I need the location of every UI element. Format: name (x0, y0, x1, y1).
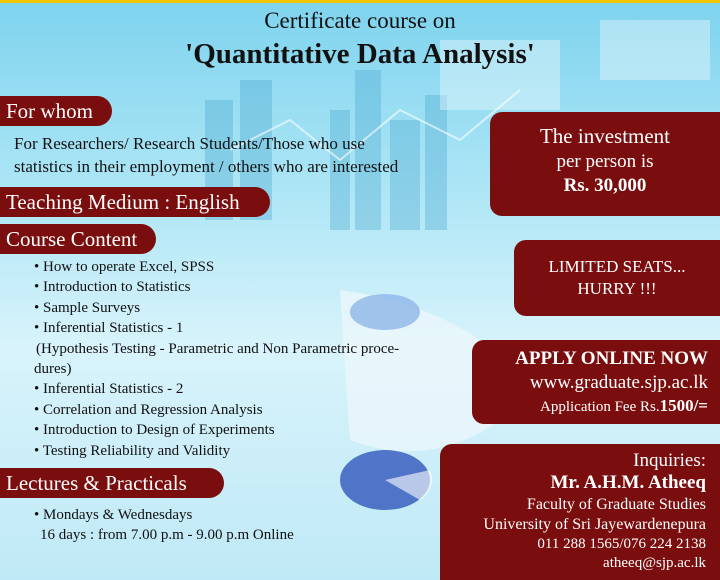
investment-box (490, 112, 720, 216)
application-fee-value: 1500/= (659, 396, 708, 415)
apply-url[interactable]: www.graduate.sjp.ac.lk (529, 372, 708, 393)
for-whom-line-2: statistics in their employment / others who are interested (14, 157, 399, 176)
course-content-list (34, 257, 399, 461)
for-whom-label: For whom (0, 96, 112, 126)
inquiries-box (440, 444, 720, 580)
list-item: • Introduction to Statistics (34, 279, 191, 296)
lectures-days: • Mondays & Wednesdays (34, 507, 193, 523)
list-item: • Inferential Statistics - 2 (34, 381, 184, 398)
course-content-label: Course Content (0, 224, 156, 254)
for-whom-line-1: For Researchers/ Research Students/Those who use (14, 134, 365, 153)
list-item: • Correlation and Regression Analysis (34, 401, 263, 418)
limited-seats-text: LIMITED SEATS... (548, 257, 686, 276)
lectures-time: 16 days : from 7.00 p.m - 9.00 p.m Online (40, 527, 294, 543)
list-item: • Inferential Statistics - 1 (34, 320, 184, 337)
apply-heading: APPLY ONLINE NOW (515, 348, 708, 369)
application-fee-label: Application Fee Rs. (540, 399, 660, 415)
contact-faculty: Faculty of Graduate Studies (526, 496, 706, 513)
list-item: • Sample Surveys (34, 299, 141, 316)
apply-box (472, 340, 720, 424)
investment-sub: per person is (556, 151, 654, 172)
application-fee (472, 396, 720, 416)
course-title: 'Quantitative Data Analysis' (185, 38, 535, 70)
list-item: • Introduction to Design of Experiments (34, 422, 275, 439)
list-item: • Testing Reliability and Validity (34, 442, 231, 459)
contact-name: Mr. A.H.M. Atheeq (550, 472, 706, 493)
contact-email[interactable]: atheeq@sjp.ac.lk (603, 555, 706, 571)
investment-heading: The investment (539, 124, 671, 148)
course-subtitle: Certificate course on (264, 8, 456, 33)
inquiries-label: Inquiries: (633, 450, 706, 471)
list-item: (Hypothesis Testing - Parametric and Non Parametric proce- (36, 340, 400, 357)
contact-phone: 011 288 1565/076 224 2138 (537, 536, 706, 552)
limited-seats-box (514, 240, 720, 316)
list-item: dures) (34, 361, 72, 378)
contact-university: University of Sri Jayewardenepura (483, 516, 706, 533)
list-item: • How to operate Excel, SPSS (34, 259, 215, 275)
investment-amount: Rs. 30,000 (563, 175, 647, 196)
hurry-text: HURRY !!! (577, 279, 657, 298)
lectures-label: Lectures & Practicals (0, 468, 224, 498)
teaching-medium-label: Teaching Medium : English (0, 187, 270, 217)
